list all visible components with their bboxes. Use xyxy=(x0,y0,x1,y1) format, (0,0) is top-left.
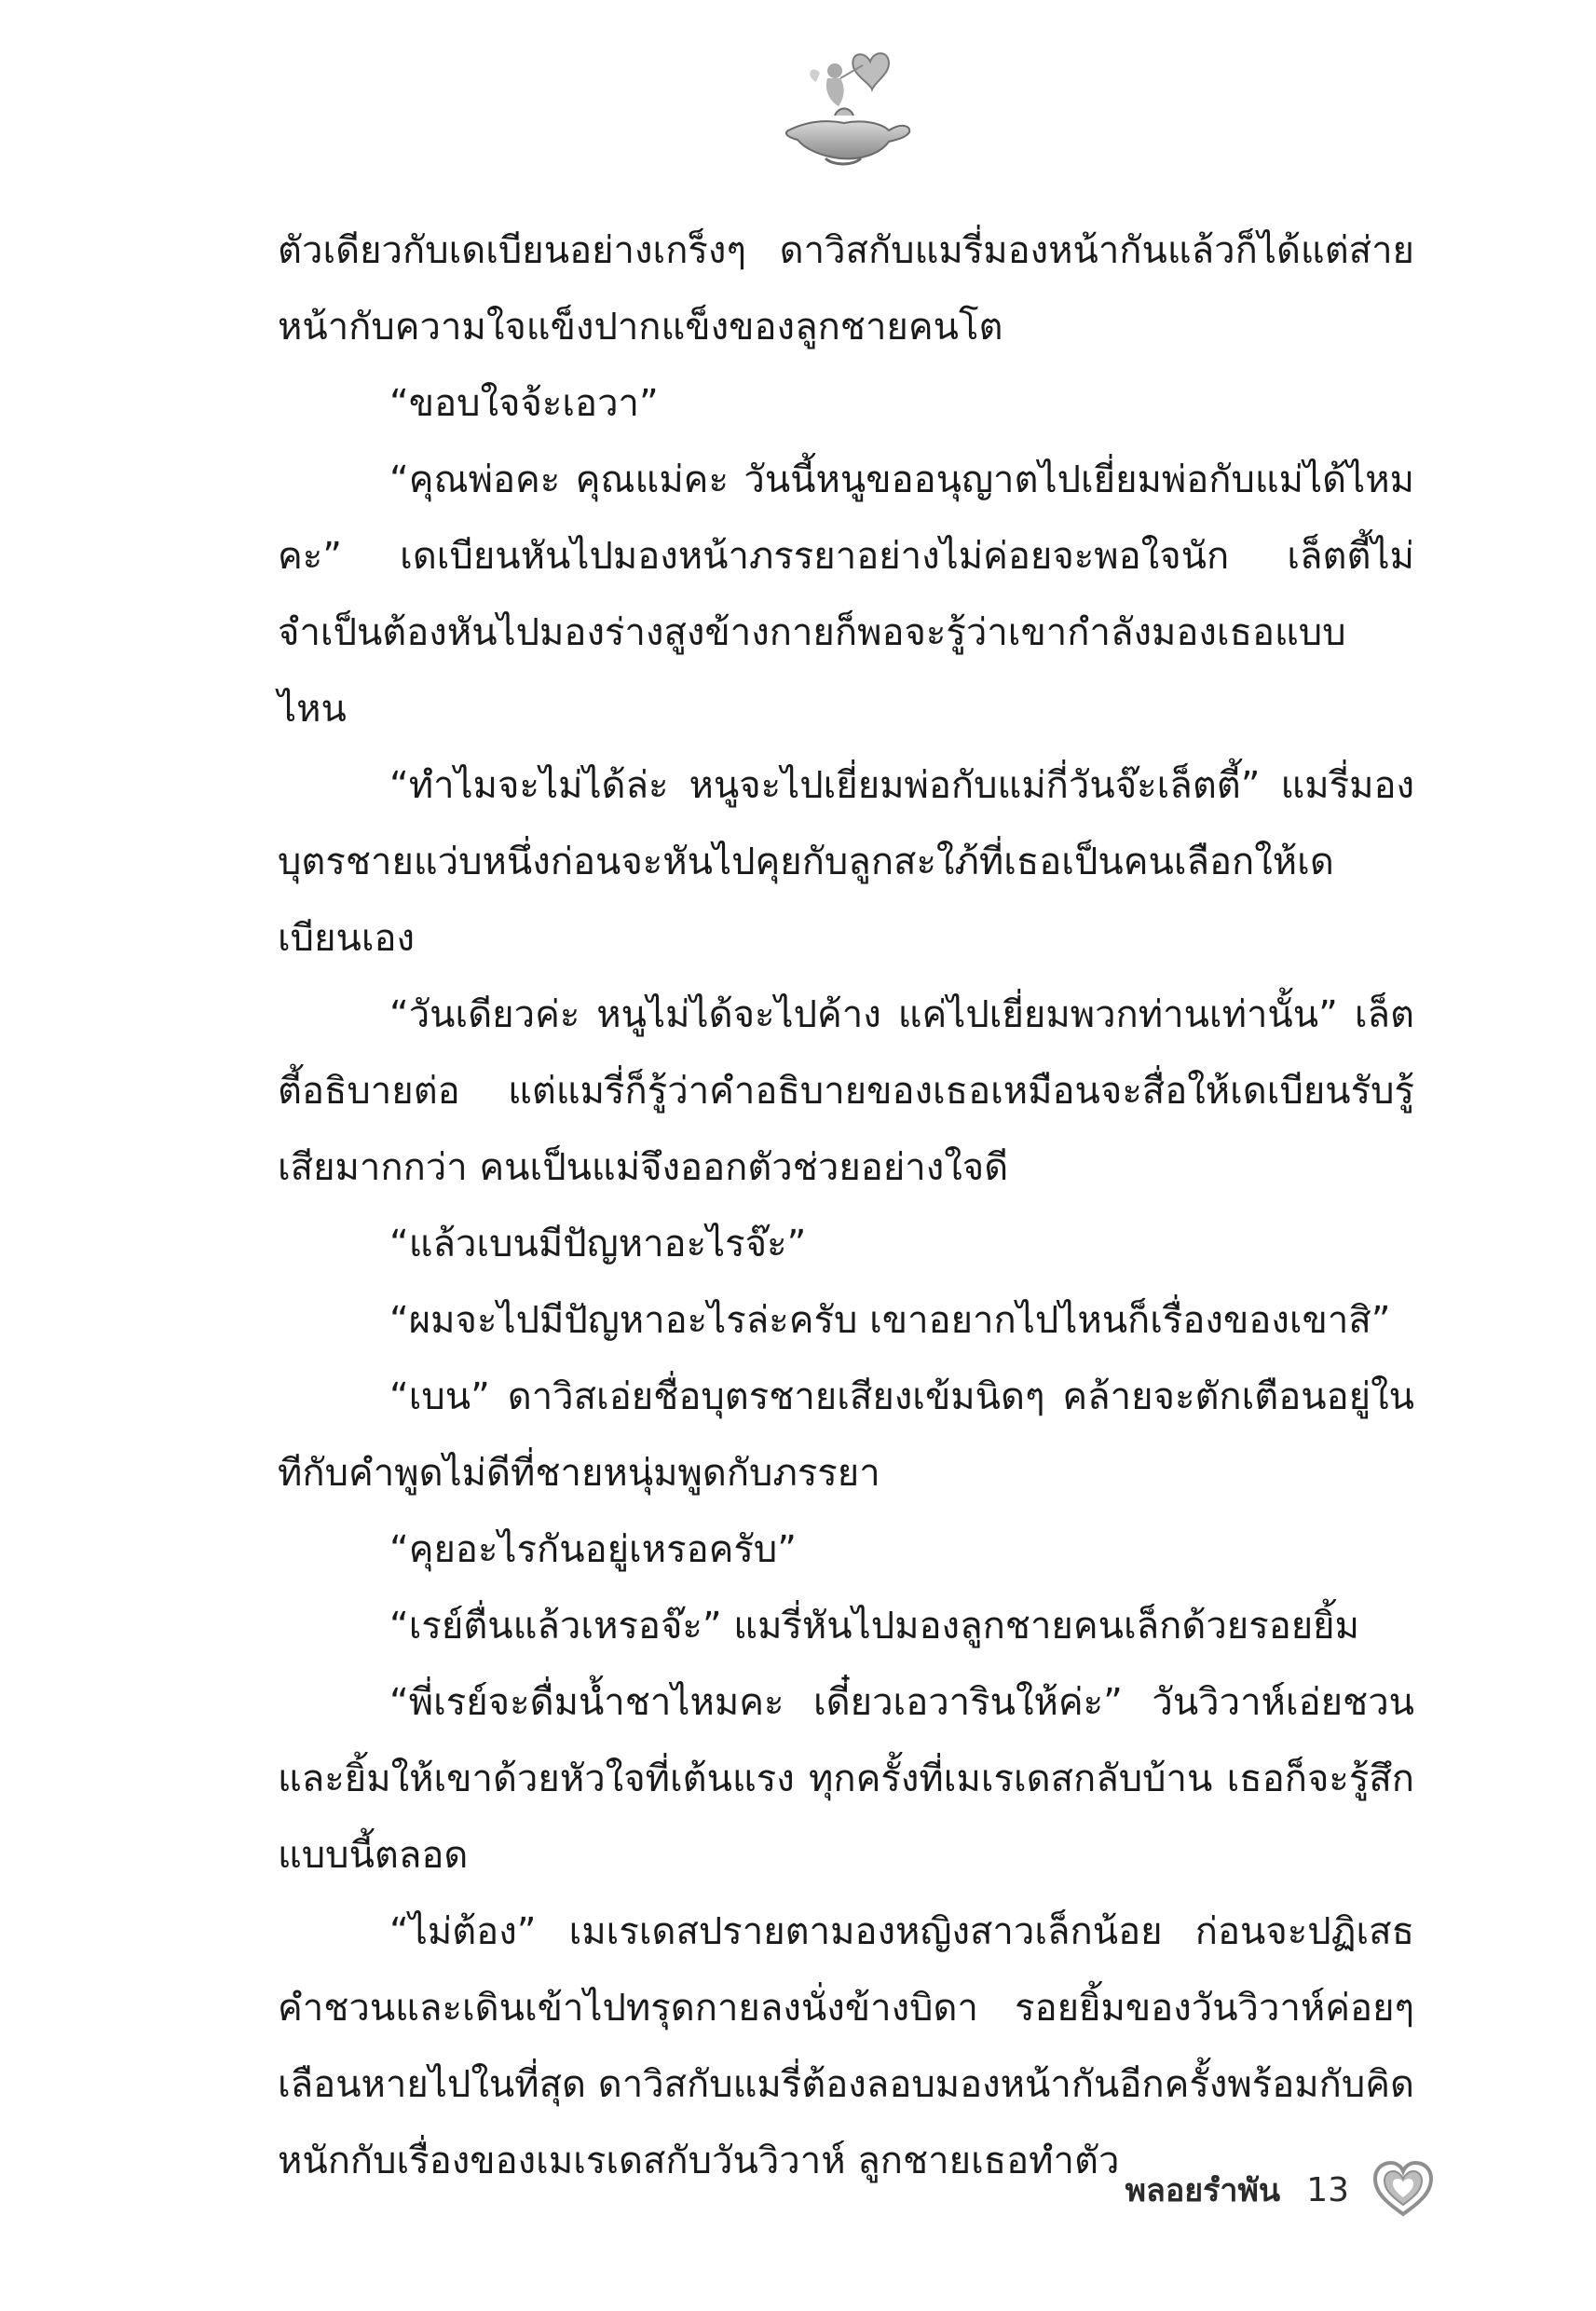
paragraph: “เบน” ดาวิสเอ่ยชื่อบุตรชายเสียงเข้มนิดๆ คล้ายจะตักเตือนอยู่ในทีกับคำพูดไม่ดีที่ชายหนุ่มพูดกับภรรยา xyxy=(278,1375,1414,1495)
paragraph: “ทำไมจะไม่ได้ล่ะ หนูจะไปเยี่ยมพ่อกับแม่กี่วันจ๊ะเล็ตตี้” แมรี่มองบุตรชายแว่บหนึ่งก่อนจะหันไปคุยกับลูกสะใภ้ที่เธอเป็นคนเลือกให้เดเบียนเอง xyxy=(278,764,1414,960)
book-title: พลอยรำพัน xyxy=(1125,2172,1281,2209)
page-body xyxy=(278,212,1414,2199)
paragraph: ตัวเดียวกับเดเบียนอย่างเกร็งๆ ดาวิสกับแมรี่มองหน้ากันแล้วก็ได้แต่ส่ายหน้ากับความใจแข็งปากแข็งของลูกชายคนโต xyxy=(278,229,1414,349)
paragraph: “วันเดียวค่ะ หนูไม่ได้จะไปค้าง แค่ไปเยี่ยมพวกท่านเท่านั้น” เล็ตตี้อธิบายต่อ แต่แมรี่ก็รู้ว่าคำอธิบายของเธอเหมือนจะสื่อให้เดเบียนรับรู้เสียมากกว่า คนเป็นแม่จึงออกตัวช่วยอย่างใจดี xyxy=(278,993,1414,1189)
paragraph: “ไม่ต้อง” เมเรเดสปรายตามองหญิงสาวเล็กน้อย ก่อนจะปฏิเสธคำชวนและเดินเข้าไปทรุดกายลงนั่งข้างบิดา รอยยิ้มของวันวิวาห์ค่อยๆ เลือนหายไปในที่สุด ดาวิสกับแมรี่ต้องลอบมองหน้ากันอีกครั้งพร้อมกับคิดหนักกับเรื่องของเมเรเดสกับวันวิวาห์ ลูกชายเธอทำตัว xyxy=(278,1910,1414,2182)
paragraph: “พี่เรย์จะดื่มน้ำชาไหมคะ เดี๋ยวเอวารินให้ค่ะ” วันวิวาห์เอ่ยชวนและยิ้มให้เขาด้วยหัวใจที่เต้นแรง ทุกครั้งที่เมเรเดสกลับบ้าน เธอก็จะรู้สึกแบบนี้ตลอด xyxy=(278,1681,1414,1877)
genie-lamp-cupid-icon xyxy=(770,45,919,175)
paragraph: “ขอบใจจ้ะเอวา” xyxy=(389,382,659,425)
page-footer xyxy=(1062,2153,1435,2227)
paragraph: “แล้วเบนมีปัญหาอะไรจ๊ะ” xyxy=(389,1223,807,1265)
paragraph: “คุยอะไรกันอยู่เหรอครับ” xyxy=(389,1528,797,1571)
paragraph: “ผมจะไปมีปัญหาอะไรล่ะครับ เขาอยากไปไหนก็เรื่องของเขาสิ” xyxy=(389,1299,1391,1342)
page-number: 13 xyxy=(1306,2170,1349,2209)
paragraph: “คุณพ่อคะ คุณแม่คะ วันนี้หนูขออนุญาตไปเยี่ยมพ่อกับแม่ได้ไหมคะ” เดเบียนหันไปมองหน้าภรรยาอย่างไม่ค่อยจะพอใจนัก เล็ตตี้ไม่จำเป็นต้องหันไปมองร่างสูงข้างกายก็พอจะรู้ว่าเขากำลังมองเธอแบบไหน xyxy=(278,458,1414,731)
paragraph: “เรย์ตื่นแล้วเหรอจ๊ะ” แมรี่หันไปมองลูกชายคนเล็กด้วยรอยยิ้ม xyxy=(389,1605,1359,1648)
heart-icon xyxy=(1371,2160,1435,2220)
